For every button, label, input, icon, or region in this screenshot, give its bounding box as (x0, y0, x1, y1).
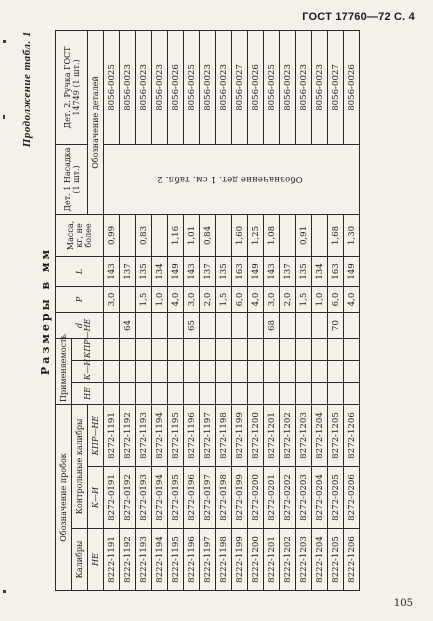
control-calibers-header: Контрольные калибры (72, 404, 88, 528)
ki-cell: 8272-0193 (136, 467, 152, 529)
kprne-cell: 8272-1198 (216, 404, 232, 466)
applicability-cell (104, 360, 120, 382)
l-header: L (56, 256, 104, 286)
d-cell (200, 312, 216, 338)
l-cell: 149 (168, 256, 184, 286)
app-ki-header: К—И (72, 360, 104, 382)
table-row (280, 30, 296, 590)
table-row (136, 30, 152, 590)
mass-cell: 1,01 (184, 214, 200, 256)
parts-designation-header: Обозначение деталей (88, 30, 104, 214)
table-row (104, 30, 120, 590)
kprne-cell: 8272-1196 (184, 404, 200, 466)
ki-header: К—И (88, 467, 104, 529)
l-cell: 149 (248, 256, 264, 286)
ki-cell: 8272-0200 (248, 467, 264, 529)
applicability-cell (216, 360, 232, 382)
applicability-cell (328, 338, 344, 360)
d-cell (344, 312, 360, 338)
det2-cell: 8056-0023 (200, 30, 216, 144)
ne-cell: 8222-1198 (216, 529, 232, 591)
kprne-cell: 8272-1195 (168, 404, 184, 466)
document-header: ГОСТ 17760—72 С. 4 (302, 11, 415, 23)
d-cell: 70 (328, 312, 344, 338)
ne-cell: 8222-1199 (232, 529, 248, 591)
d-cell (168, 312, 184, 338)
d-cell: 65 (184, 312, 200, 338)
ki-cell: 8272-0201 (264, 467, 280, 529)
mass-cell: 0,83 (136, 214, 152, 256)
kprne-cell: 8272-1201 (264, 404, 280, 466)
ki-cell: 8272-0204 (312, 467, 328, 529)
applicability-cell (216, 338, 232, 360)
applicability-cell (152, 382, 168, 404)
applicability-cell (168, 360, 184, 382)
applicability-cell (136, 338, 152, 360)
det2-cell: 8056-0027 (232, 30, 248, 144)
l-cell: 163 (328, 256, 344, 286)
l-cell: 134 (312, 256, 328, 286)
det1-header: Дет. 1 Насадка (1 шт.) (56, 144, 88, 214)
kprne-cell: 8272-1204 (312, 404, 328, 466)
det1-reference-text: Обозначение дет. 1 см. табл. 2 (156, 174, 303, 185)
applicability-header: Применяемость (56, 338, 72, 404)
applicability-cell (120, 382, 136, 404)
scan-mark (3, 590, 6, 593)
table-row (152, 30, 168, 590)
l-cell: 143 (184, 256, 200, 286)
ne-cell: 8222-1197 (200, 529, 216, 591)
applicability-cell (184, 338, 200, 360)
table-row (184, 30, 200, 590)
det2-cell: 8056-0023 (216, 30, 232, 144)
kprne-cell: 8272-1202 (280, 404, 296, 466)
p-cell (120, 286, 136, 312)
ne-cell: 8222-1204 (312, 529, 328, 591)
p-header: P (56, 286, 104, 312)
d-cell: 68 (264, 312, 280, 338)
det2-cell: 8056-0023 (280, 30, 296, 144)
applicability-cell (104, 338, 120, 360)
ne-cell: 8222-1201 (264, 529, 280, 591)
d-cell (104, 312, 120, 338)
calibers-header: Калибры (72, 529, 88, 591)
p-cell: 2,0 (280, 286, 296, 312)
kprne-cell: 8272-1206 (344, 404, 360, 466)
ki-cell: 8272-0192 (120, 467, 136, 529)
ne-cell: 8222-1206 (344, 529, 360, 591)
d-cell (152, 312, 168, 338)
ki-cell: 8272-0205 (328, 467, 344, 529)
p-cell: 4,0 (248, 286, 264, 312)
table-row (264, 30, 280, 590)
l-cell: 137 (200, 256, 216, 286)
det2-cell: 8056-0025 (264, 30, 280, 144)
applicability-cell (296, 360, 312, 382)
ki-cell: 8272-0196 (184, 467, 200, 529)
mass-header: Масса, кг, не более (56, 214, 104, 256)
applicability-cell (104, 382, 120, 404)
l-cell: 143 (264, 256, 280, 286)
mass-cell: 1,16 (168, 214, 184, 256)
l-cell: 135 (216, 256, 232, 286)
applicability-cell (216, 382, 232, 404)
d-cell (280, 312, 296, 338)
applicability-cell (264, 382, 280, 404)
l-cell: 137 (120, 256, 136, 286)
ki-cell: 8272-0198 (216, 467, 232, 529)
table-row (344, 30, 360, 590)
p-cell: 3,0 (184, 286, 200, 312)
det2-cell: 8056-0026 (168, 30, 184, 144)
det2-cell: 8056-0026 (248, 30, 264, 144)
kprne-cell: 8272-1197 (200, 404, 216, 466)
ki-cell: 8272-0195 (168, 467, 184, 529)
applicability-cell (168, 338, 184, 360)
d-cell (248, 312, 264, 338)
ki-cell: 8272-0202 (280, 467, 296, 529)
l-cell: 134 (152, 256, 168, 286)
ne-cell: 8222-1191 (104, 529, 120, 591)
ne-cell: 8222-1195 (168, 529, 184, 591)
table-row (200, 30, 216, 590)
ki-cell: 8272-0191 (104, 467, 120, 529)
mass-cell (280, 214, 296, 256)
p-cell: 4,0 (344, 286, 360, 312)
applicability-cell (184, 382, 200, 404)
applicability-cell (184, 360, 200, 382)
mass-cell (216, 214, 232, 256)
applicability-cell (344, 382, 360, 404)
continuation-title: Продолжение табл. 1 (21, 31, 33, 148)
mass-cell (120, 214, 136, 256)
table-row (312, 30, 328, 590)
applicability-cell (152, 360, 168, 382)
applicability-cell (200, 360, 216, 382)
p-cell: 1,5 (136, 286, 152, 312)
mass-cell (312, 214, 328, 256)
kprne-cell: 8272-1205 (328, 404, 344, 466)
kprne-cell: 8272-1193 (136, 404, 152, 466)
applicability-cell (248, 338, 264, 360)
d-cell (216, 312, 232, 338)
det2-cell: 8056-0023 (296, 30, 312, 144)
kprne-cell: 8272-1203 (296, 404, 312, 466)
d-cell (312, 312, 328, 338)
applicability-cell (232, 338, 248, 360)
det2-cell: 8056-0023 (120, 30, 136, 144)
applicability-cell (232, 382, 248, 404)
ne-cell: 8222-1203 (296, 529, 312, 591)
header-row (56, 30, 72, 590)
det1-reference-cell (104, 144, 360, 214)
applicability-cell (248, 382, 264, 404)
applicability-cell (344, 338, 360, 360)
applicability-cell (136, 360, 152, 382)
kprne-cell: 8272-1200 (248, 404, 264, 466)
mass-cell: 0,99 (104, 214, 120, 256)
ne-cell: 8222-1196 (184, 529, 200, 591)
ne-header: НЕ (88, 529, 104, 591)
applicability-cell (200, 338, 216, 360)
table-row (296, 30, 312, 590)
ki-cell: 8272-0197 (200, 467, 216, 529)
p-cell: 1,5 (296, 286, 312, 312)
l-cell: 137 (280, 256, 296, 286)
kprne-cell: 8272-1192 (120, 404, 136, 466)
l-cell: 163 (232, 256, 248, 286)
applicability-cell (152, 338, 168, 360)
kprne-cell: 8272-1191 (104, 404, 120, 466)
app-ne-header: НЕ (72, 382, 104, 404)
ki-cell: 8272-0199 (232, 467, 248, 529)
app-kprne-header: КПР—НЕ (72, 338, 104, 360)
p-cell: 2,0 (200, 286, 216, 312)
rotated-table-block (21, 31, 411, 591)
applicability-cell (280, 382, 296, 404)
scan-mark (3, 115, 5, 119)
applicability-cell (312, 338, 328, 360)
gauge-table (55, 30, 360, 591)
det2-cell: 8056-0026 (344, 30, 360, 144)
det2-cell: 8056-0025 (104, 30, 120, 144)
applicability-cell (328, 360, 344, 382)
designation-group-header: Обозначение пробок (56, 404, 72, 590)
p-cell: 3,0 (104, 286, 120, 312)
applicability-cell (168, 382, 184, 404)
p-cell: 1,0 (312, 286, 328, 312)
ne-cell: 8222-1202 (280, 529, 296, 591)
applicability-cell (296, 382, 312, 404)
applicability-cell (312, 360, 328, 382)
scan-mark (3, 40, 6, 43)
applicability-cell (120, 360, 136, 382)
det2-cell: 8056-0025 (184, 30, 200, 144)
applicability-cell (296, 338, 312, 360)
table-row (120, 30, 136, 590)
mass-cell: 1,30 (344, 214, 360, 256)
dimensions-title: Размеры в мм (39, 246, 52, 376)
det2-cell: 8056-0023 (152, 30, 168, 144)
mass-cell: 0,84 (200, 214, 216, 256)
applicability-cell (248, 360, 264, 382)
kprne-cell: 8272-1194 (152, 404, 168, 466)
table-row (216, 30, 232, 590)
d-cell (232, 312, 248, 338)
det2-cell: 8056-0023 (136, 30, 152, 144)
applicability-cell (264, 338, 280, 360)
applicability-cell (200, 382, 216, 404)
ne-cell: 8222-1205 (328, 529, 344, 591)
mass-cell: 1,08 (264, 214, 280, 256)
p-cell: 6,0 (232, 286, 248, 312)
applicability-cell (264, 360, 280, 382)
table-row (328, 30, 344, 590)
applicability-cell (120, 338, 136, 360)
mass-cell: 1,68 (328, 214, 344, 256)
table-row (232, 30, 248, 590)
p-cell: 4,0 (168, 286, 184, 312)
d-cell (136, 312, 152, 338)
p-cell: 3,0 (264, 286, 280, 312)
l-cell: 143 (104, 256, 120, 286)
d-cell: 64 (120, 312, 136, 338)
p-cell: 1,5 (216, 286, 232, 312)
kprne-cell: 8272-1199 (232, 404, 248, 466)
table-row (168, 30, 184, 590)
ne-cell: 8222-1193 (136, 529, 152, 591)
d-header: d (56, 312, 104, 338)
l-cell: 135 (136, 256, 152, 286)
applicability-cell (312, 382, 328, 404)
l-cell: 135 (296, 256, 312, 286)
applicability-cell (328, 382, 344, 404)
kprne-header: КПР—НЕ (88, 404, 104, 466)
ne-cell: 8222-1192 (120, 529, 136, 591)
applicability-cell (280, 338, 296, 360)
applicability-cell (232, 360, 248, 382)
ki-cell: 8272-0203 (296, 467, 312, 529)
ki-cell: 8272-0194 (152, 467, 168, 529)
applicability-cell (136, 382, 152, 404)
applicability-cell (280, 360, 296, 382)
mass-cell: 1,25 (248, 214, 264, 256)
table-row (248, 30, 264, 590)
applicability-cell (344, 360, 360, 382)
det2-cell: 8056-0023 (312, 30, 328, 144)
page-number: 105 (393, 598, 413, 609)
ne-cell: 8222-1200 (248, 529, 264, 591)
mass-cell: 0,91 (296, 214, 312, 256)
ki-cell: 8272-0206 (344, 467, 360, 529)
l-cell: 149 (344, 256, 360, 286)
det2-cell: 8056-0027 (328, 30, 344, 144)
det2-header: Дет. 2. Ручка ГОСТ 14749 (1 шт.) (56, 30, 88, 144)
p-cell: 1,0 (152, 286, 168, 312)
mass-cell: 1,60 (232, 214, 248, 256)
p-cell: 6,0 (328, 286, 344, 312)
mass-cell (152, 214, 168, 256)
d-cell (296, 312, 312, 338)
ne-cell: 8222-1194 (152, 529, 168, 591)
